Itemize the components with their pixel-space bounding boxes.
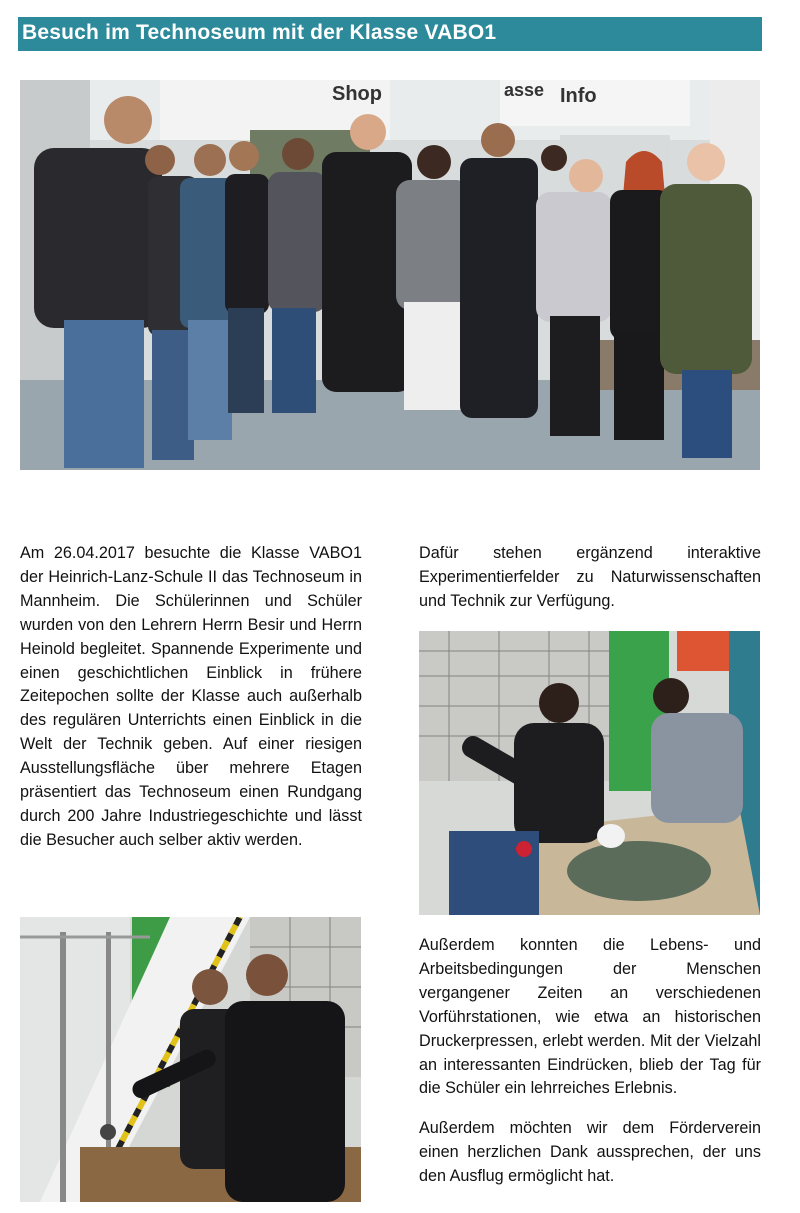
title-bar bbox=[18, 17, 762, 51]
info-sign: Info bbox=[560, 85, 597, 107]
paragraph-text: Außerdem konnten die Lebens- und Arbeitsbedingungen der Menschen vergangener Zeiten an verschiedenen Vorführstationen, wie etwa an historischen Druckerpressen, erlebt werden. Mit der Vielzahl an interessanten Eindrücken, blieb der Tag für die Schüler ein lehrreiches Erlebnis. bbox=[419, 936, 761, 1098]
article-paragraph-3 bbox=[419, 934, 761, 1101]
article-paragraph-1 bbox=[20, 542, 362, 853]
page-title: Besuch im Technoseum mit der Klasse VABO1 bbox=[22, 21, 497, 44]
paragraph-text: Dafür stehen ergänzend interaktive Experimentierfelder zu Naturwissenschaften und Technik zur Verfügung. bbox=[419, 544, 761, 610]
article-paragraph-2 bbox=[419, 542, 761, 614]
article-paragraph-4 bbox=[419, 1117, 761, 1189]
paragraph-text: Am 26.04.2017 besuchte die Klasse VABO1 der Heinrich-Lanz-Schule II das Technoseum in Mannheim. Die Schülerinnen und Schüler wurden von den Lehrern Herrn Besir und Herrn Heinold begleitet. Spannende Experimente und einen geschichtlichen Einblick in frühere Zeitepochen sollte der Klasse auch außerhalb des regulären Unterrichts einen Einblick in die Welt der Technik geben. Auf einer riesigen Ausstellungsfläche über mehrere Etagen präsentiert das Technoseum einen Rundgang durch 200 Jahre Industriegeschichte und lässt die Besucher auch selber aktiv werden. bbox=[20, 544, 362, 849]
group-photo bbox=[20, 80, 760, 470]
paragraph-text: Außerdem möchten wir dem Förderverein einen herzlichen Dank aussprechen, der uns den Ausflug ermöglicht hat. bbox=[419, 1119, 761, 1185]
klasse-sign: asse bbox=[504, 80, 545, 100]
printing-press-photo bbox=[20, 917, 361, 1202]
shop-sign: Shop bbox=[332, 83, 382, 105]
experiment-photo bbox=[419, 631, 760, 915]
